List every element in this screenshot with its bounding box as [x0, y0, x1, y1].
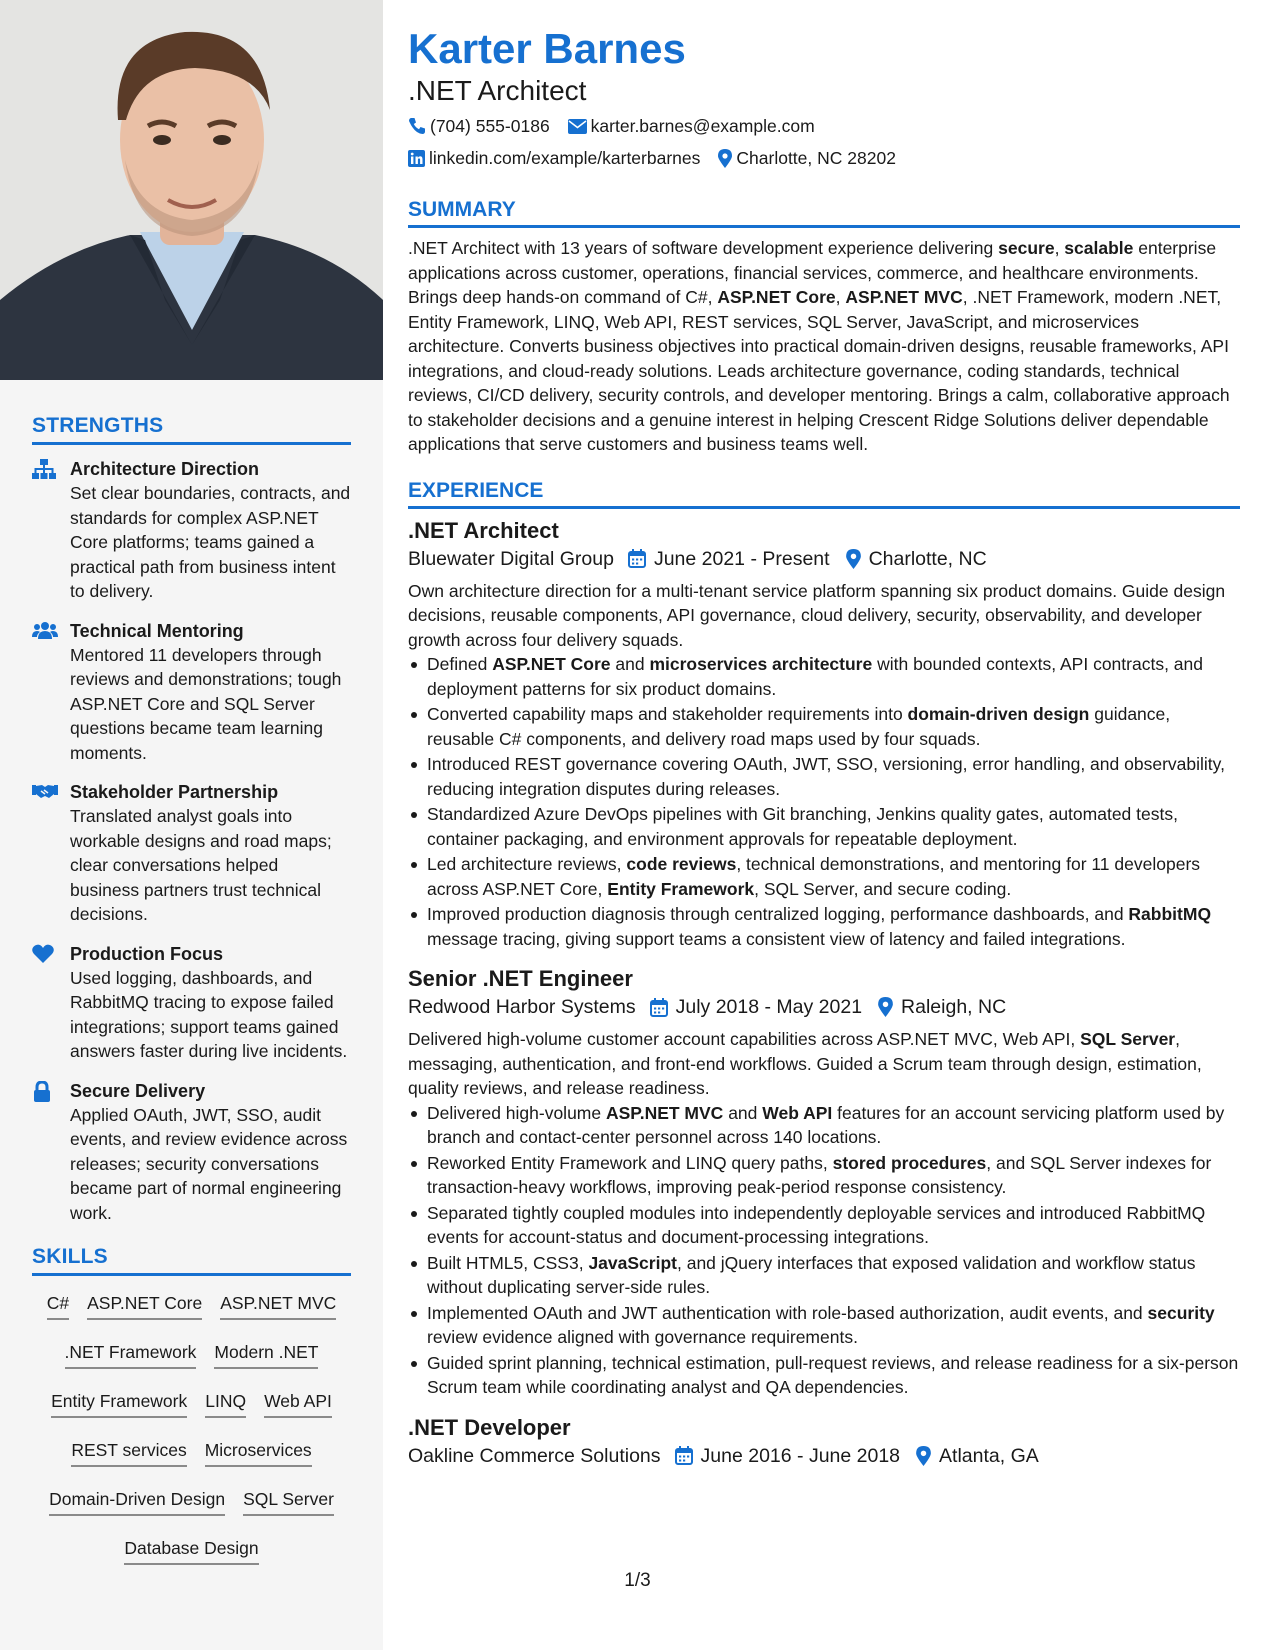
calendar-icon: [650, 998, 668, 1017]
job-company: Bluewater Digital Group: [408, 547, 614, 570]
strength-text: Mentored 11 developers through reviews and demonstrations; tough ASP.NET Core and SQL Server questions became team learning moments.: [70, 644, 342, 763]
profile-photo-illustration: [0, 0, 383, 380]
list-item: Improved production diagnosis through centralized logging, performance dashboards, and RabbitMQ message tracing, giving support teams a consistent view of latency and failed integrations.: [408, 902, 1240, 951]
profile-photo: [0, 0, 383, 380]
skill-tag: Entity Framework: [51, 1384, 187, 1418]
page-number: 1/3: [624, 1570, 651, 1591]
strength-text: Translated analyst goals into workable designs and road maps; clear conversations helped business partners trust technical decisions.: [70, 806, 332, 924]
experience-heading: EXPERIENCE: [408, 479, 1240, 509]
list-item: Delivered high-volume ASP.NET MVC and Web API features for an account servicing platform used by branch and contact-center personnel across 140 locations.: [408, 1101, 1240, 1150]
skill-tag: Modern .NET: [214, 1335, 318, 1369]
job-title: .NET Developer: [408, 1414, 571, 1440]
skill-tag: .NET Framework: [65, 1335, 197, 1369]
job-entry: [408, 965, 1240, 1400]
strength-text: Set clear boundaries, contracts, and standards for complex ASP.NET Core platforms; teams gained a practical path from business intent to delivery.: [70, 483, 351, 601]
heart-icon: [32, 942, 70, 1064]
summary-text: .NET Architect with 13 years of software development experience delivering secure, scalable enterprise applications across customer, operations, financial services, commerce, and healthcare environments. Brings deep hands-on command of C#, ASP.NET Core, ASP.NET MVC, .NET Framework, modern .NET, Entity Framework, LINQ, Web API, REST services, SQL Server, JavaScript, and microservices architecture. Converts business objectives into practical domain-driven designs, reusable frameworks, API integrations, and cloud-ready solutions. Leads architecture governance, coding standards, technical reviews, CI/CD delivery, security controls, and developer mentoring. Brings a calm, collaborative approach to stakeholder decisions and a genuine interest in helping Crescent Ridge Solutions deliver dependable applications that serve customers and business teams well.: [408, 238, 1230, 454]
email-contact[interactable]: [568, 114, 815, 138]
job-meta: [408, 993, 1240, 1021]
lock-icon: [32, 1079, 70, 1226]
job-entry: [408, 1414, 1240, 1470]
list-item: Built HTML5, CSS3, JavaScript, and jQuery interfaces that exposed validation and workflow status without duplicating server-side rules.: [408, 1251, 1240, 1300]
summary-heading: SUMMARY: [408, 198, 1240, 228]
skills-heading: SKILLS: [32, 1245, 351, 1276]
job-description: Own architecture direction for a multi-tenant service platform spanning six product domains. Guide design decisions, reusable components, API governance, cloud delivery, security, observability, and developer growth across four delivery squads.: [408, 580, 1226, 650]
job-dates: June 2016 - June 2018: [700, 1444, 901, 1467]
skills-list: [32, 1286, 351, 1580]
strength-item: [32, 780, 351, 927]
strength-item: [32, 457, 351, 604]
job-meta: [408, 1442, 1240, 1470]
map-pin-icon: [846, 549, 861, 569]
skill-tag: ASP.NET MVC: [220, 1286, 336, 1320]
list-item: Separated tightly coupled modules into independently deployable services and introduced RabbitMQ events for account-status and document-processing integrations.: [408, 1201, 1240, 1250]
map-pin-icon: [878, 997, 893, 1017]
email-text: karter.barnes@example.com: [590, 116, 815, 136]
skill-tag: Database Design: [124, 1531, 258, 1565]
location-contact: [718, 146, 896, 170]
strength-text: Used logging, dashboards, and RabbitMQ tracing to expose failed integrations; support teams gained answers faster during live incidents.: [70, 967, 348, 1061]
sitemap-icon: [32, 457, 70, 604]
phone-text: (704) 555-0186: [430, 116, 550, 136]
strength-item: [32, 942, 351, 1064]
strengths-heading: STRENGTHS: [32, 414, 351, 445]
job-company: Oakline Commerce Solutions: [408, 1444, 661, 1467]
skill-tag: REST services: [71, 1433, 186, 1467]
strength-title: Secure Delivery: [70, 1080, 206, 1101]
users-icon: [32, 619, 70, 766]
main-content: [408, 24, 1240, 1476]
phone-contact[interactable]: [408, 114, 550, 138]
handshake-icon: [32, 780, 70, 927]
contact-row: [408, 146, 1240, 170]
list-item: Implemented OAuth and JWT authentication with role-based authorization, audit events, and security review evidence aligned with governance requirements.: [408, 1301, 1240, 1350]
strength-title: Stakeholder Partnership: [70, 782, 279, 802]
job-meta: [408, 545, 1240, 573]
job-title: Senior .NET Engineer: [408, 966, 633, 991]
skill-tag: Web API: [264, 1384, 332, 1418]
list-item: Reworked Entity Framework and LINQ query paths, stored procedures, and SQL Server indexes for transaction-heavy workflows, improving peak-period response consistency.: [408, 1151, 1240, 1200]
phone-icon: [408, 117, 426, 135]
job-dates: June 2021 - Present: [653, 547, 830, 570]
list-item: Defined ASP.NET Core and microservices architecture with bounded contexts, API contracts, and deployment patterns for six product domains.: [408, 652, 1240, 701]
job-title: .NET Architect: [408, 517, 559, 543]
envelope-icon: [568, 119, 587, 134]
map-pin-icon: [718, 149, 732, 168]
job-location: Raleigh, NC: [901, 996, 1007, 1018]
calendar-icon: [675, 1446, 693, 1465]
strength-title: Production Focus: [70, 943, 223, 964]
contact-row: [408, 114, 1240, 138]
linkedin-text: linkedin.com/example/karterbarnes: [429, 148, 701, 168]
strength-text: Applied OAuth, JWT, SSO, audit events, and review evidence across releases; security conversations became part of normal engineering work.: [70, 1104, 348, 1223]
job-entry: [408, 517, 1240, 952]
calendar-icon: [628, 549, 646, 568]
list-item: Led architecture reviews, code reviews, technical demonstrations, and mentoring for 11 developers across ASP.NET Core, Entity Framework, SQL Server, and secure coding.: [408, 852, 1240, 901]
skill-tag: C#: [47, 1286, 69, 1320]
strength-title: Technical Mentoring: [70, 620, 244, 641]
sidebar: [0, 0, 383, 1650]
linkedin-contact[interactable]: [408, 146, 700, 170]
list-item: Converted capability maps and stakeholder requirements into domain-driven design guidance, reusable C# components, and delivery road maps used by four squads.: [408, 702, 1240, 751]
candidate-name: Karter Barnes: [408, 25, 686, 72]
job-dates: July 2018 - May 2021: [675, 996, 863, 1018]
location-text: Charlotte, NC 28202: [736, 148, 896, 168]
list-item: Standardized Azure DevOps pipelines with Git branching, Jenkins quality gates, automated tests, container packaging, and environment approvals for repeatable deployment.: [408, 802, 1240, 851]
job-bullets: [408, 1101, 1240, 1400]
job-location: Charlotte, NC: [868, 547, 987, 570]
job-description: Delivered high-volume customer account capabilities across ASP.NET MVC, Web API, SQL Server, messaging, authentication, and front-end workflows. Guided a Scrum team through design, estimation, quality reviews, and release readiness.: [408, 1029, 1202, 1098]
list-item: Guided sprint planning, technical estimation, pull-request reviews, and release readiness for a six-person Scrum team while coordinating analyst and QA dependencies.: [408, 1351, 1240, 1400]
candidate-role: .NET Architect: [408, 75, 587, 106]
strength-item: [32, 619, 351, 766]
job-bullets: [408, 652, 1240, 951]
linkedin-icon: [408, 150, 425, 167]
list-item: Introduced REST governance covering OAuth, JWT, SSO, versioning, error handling, and observability, reducing integration disputes during releases.: [408, 752, 1240, 801]
strength-item: [32, 1079, 351, 1226]
map-pin-icon: [916, 1446, 931, 1466]
job-location: Atlanta, GA: [939, 1444, 1039, 1467]
skill-tag: Microservices: [205, 1433, 312, 1467]
job-company: Redwood Harbor Systems: [408, 996, 636, 1018]
skill-tag: SQL Server: [243, 1482, 334, 1516]
strength-title: Architecture Direction: [70, 459, 260, 479]
skill-tag: Domain-Driven Design: [49, 1482, 225, 1516]
skill-tag: LINQ: [205, 1384, 246, 1418]
skill-tag: ASP.NET Core: [87, 1286, 202, 1320]
